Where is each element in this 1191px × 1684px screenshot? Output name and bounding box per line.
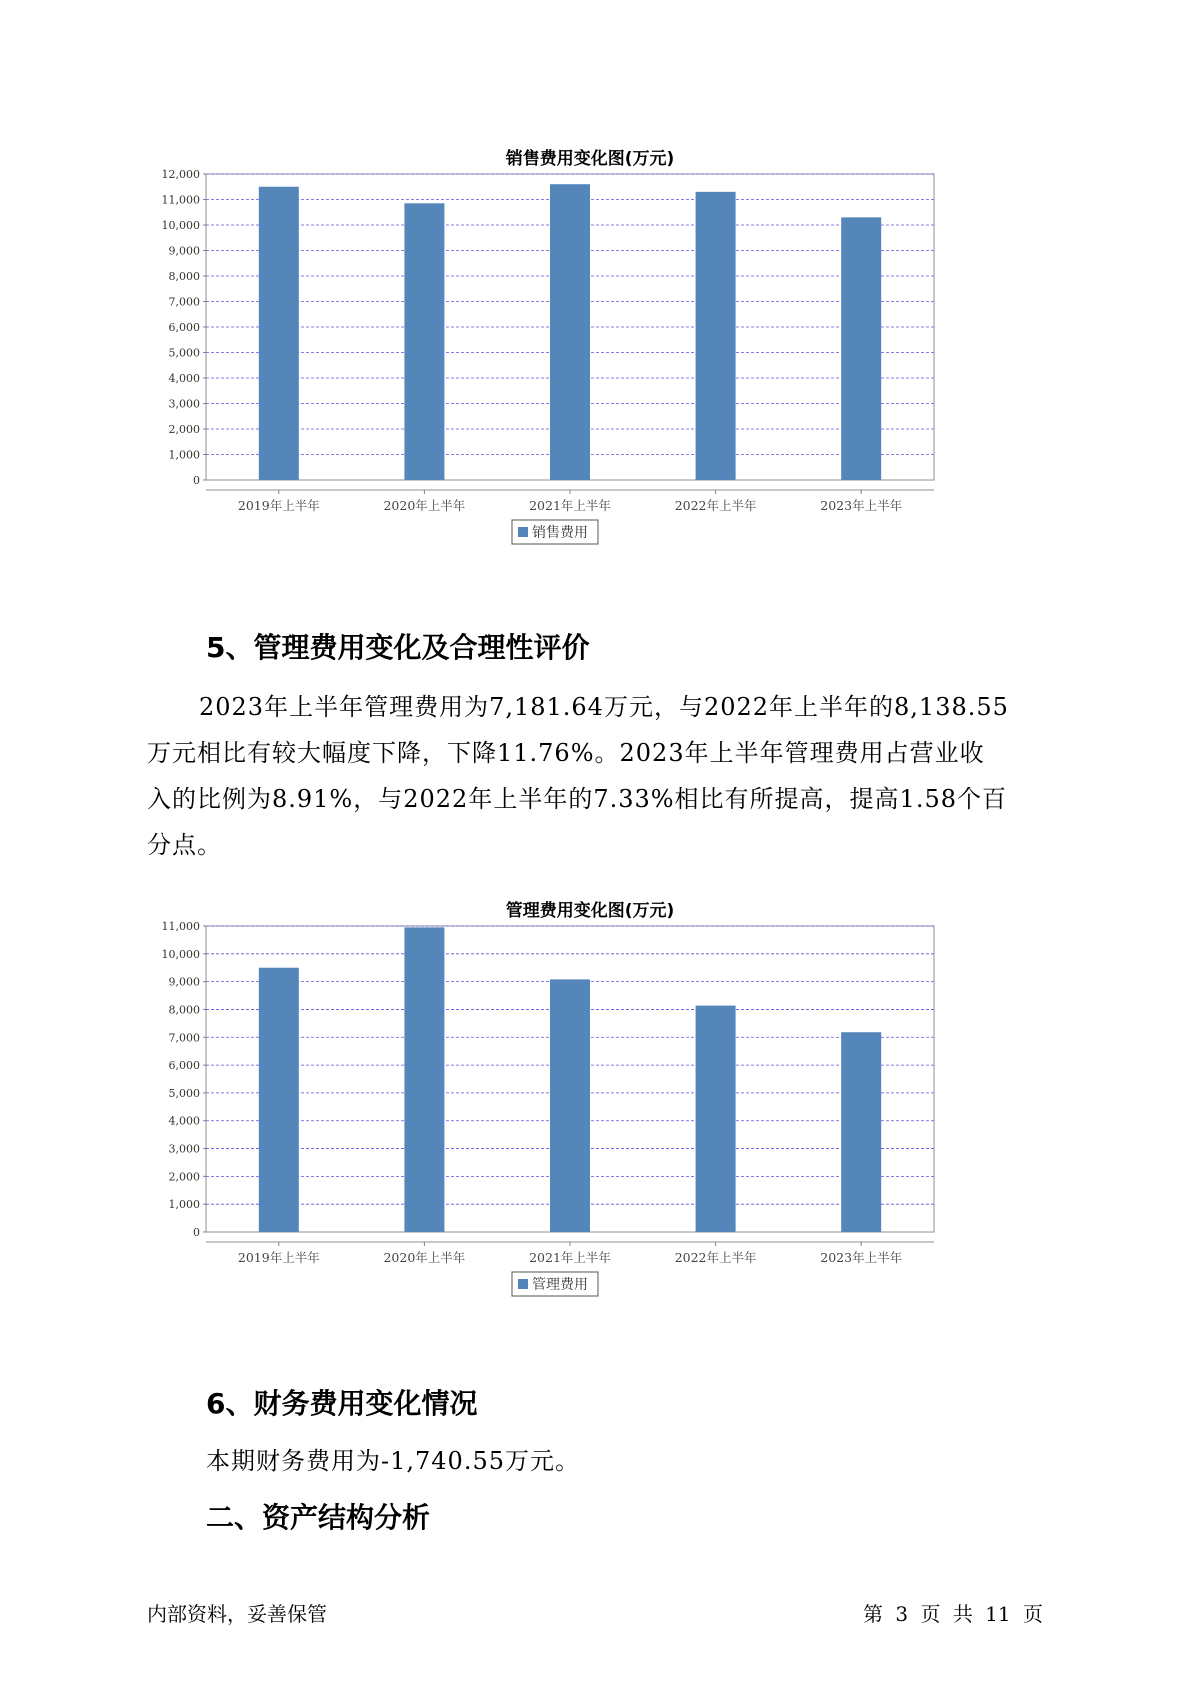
y-tick-label: 10,000 <box>161 219 200 232</box>
y-tick-label: 7,000 <box>168 295 200 309</box>
y-tick-label: 9,000 <box>168 975 200 989</box>
chart-title: 销售费用变化图(万元) <box>505 149 675 169</box>
paragraph-line: 入的比例为8.91%，与2022年上半年的7.33%相比有所提高，提高1.58个百 <box>147 785 1007 813</box>
y-tick-label: 0 <box>193 474 200 487</box>
y-tick-label: 1,000 <box>168 448 200 462</box>
y-tick-label: 6,000 <box>168 321 200 334</box>
bar <box>696 192 736 480</box>
bar <box>550 979 590 1232</box>
x-tick-label: 2020年上半年 <box>383 1250 466 1265</box>
y-tick-label: 10,000 <box>161 947 200 961</box>
paragraph-line: 万元相比有较大幅度下降，下降11.76%。2023年上半年管理费用占营业收 <box>147 739 985 767</box>
admin-expense-chart <box>160 882 1020 1342</box>
y-tick-label: 11,000 <box>161 193 200 207</box>
y-tick-label: 1,000 <box>168 1198 200 1212</box>
y-tick-label: 8,000 <box>168 270 200 283</box>
paragraph-line: 2023年上半年管理费用为7,181.64万元，与2022年上半年的8,138.55 <box>199 693 1009 721</box>
section-6-text: 本期财务费用为-1,740.55万元。 <box>206 1447 580 1475</box>
section-5-paragraph <box>147 684 1047 868</box>
bar <box>259 968 299 1232</box>
x-tick-label: 2022年上半年 <box>674 1250 757 1265</box>
y-tick-label: 12,000 <box>161 168 200 181</box>
footer-page-number: 第 3 页 共 11 页 <box>863 1602 1043 1626</box>
y-tick-label: 0 <box>193 1226 200 1239</box>
chart-canvas <box>160 130 1020 590</box>
chart-title: 管理费用变化图(万元) <box>505 901 675 921</box>
x-tick-label: 2019年上半年 <box>237 498 320 513</box>
bar <box>259 187 299 480</box>
bar <box>841 1032 881 1232</box>
sales-expense-chart <box>160 130 1020 590</box>
x-tick-label: 2023年上半年 <box>820 1250 903 1265</box>
bar <box>696 1006 736 1232</box>
bar <box>404 927 444 1232</box>
legend-swatch <box>518 1279 528 1289</box>
x-tick-label: 2022年上半年 <box>674 498 757 513</box>
bar <box>404 203 444 480</box>
bar <box>550 184 590 480</box>
y-tick-label: 9,000 <box>168 244 200 258</box>
x-tick-label: 2020年上半年 <box>383 498 466 513</box>
y-tick-label: 4,000 <box>168 372 200 385</box>
y-tick-label: 6,000 <box>168 1059 200 1073</box>
y-tick-label: 11,000 <box>161 920 200 933</box>
x-tick-label: 2019年上半年 <box>237 1250 320 1265</box>
y-tick-label: 5,000 <box>168 1086 200 1100</box>
y-tick-label: 2,000 <box>168 423 200 436</box>
x-tick-label: 2021年上半年 <box>529 498 611 513</box>
y-tick-label: 2,000 <box>168 1170 200 1184</box>
y-tick-label: 8,000 <box>168 1003 200 1017</box>
legend-swatch <box>518 527 528 537</box>
y-tick-label: 3,000 <box>168 397 200 411</box>
section-two-heading: 二、资产结构分析 <box>206 1501 431 1534</box>
section-6-heading: 6、财务费用变化情况 <box>206 1387 478 1420</box>
x-tick-label: 2021年上半年 <box>529 1250 611 1265</box>
legend-label: 销售费用 <box>532 525 588 541</box>
paragraph-line: 分点。 <box>147 831 222 859</box>
y-tick-label: 3,000 <box>168 1142 200 1156</box>
section-5-heading: 5、管理费用变化及合理性评价 <box>206 631 590 664</box>
chart-canvas <box>160 882 1020 1342</box>
bar <box>841 217 881 480</box>
footer-confidential: 内部资料，妥善保管 <box>147 1602 327 1626</box>
y-tick-label: 7,000 <box>168 1031 200 1045</box>
y-tick-label: 4,000 <box>168 1114 200 1128</box>
legend-label: 管理费用 <box>532 1277 588 1293</box>
y-tick-label: 5,000 <box>168 346 200 360</box>
x-tick-label: 2023年上半年 <box>820 498 903 513</box>
